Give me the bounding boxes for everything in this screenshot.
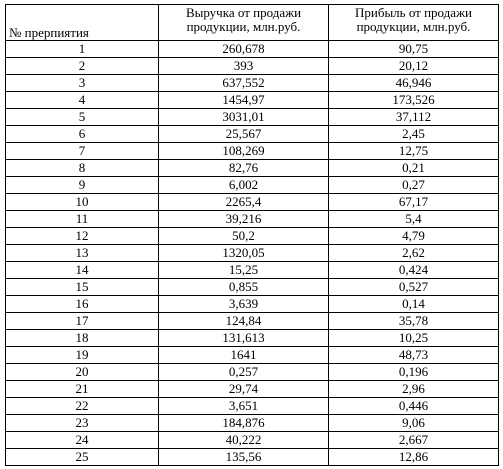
cell-revenue: 82,76	[159, 160, 329, 177]
cell-revenue: 40,222	[159, 432, 329, 449]
cell-profit: 2,667	[329, 432, 499, 449]
cell-enterprise-number: 12	[6, 228, 159, 245]
cell-profit: 2,62	[329, 245, 499, 262]
enterprise-data-table	[5, 4, 499, 466]
cell-enterprise-number: 6	[6, 126, 159, 143]
cell-enterprise-number: 1	[6, 41, 159, 58]
cell-revenue: 3,639	[159, 296, 329, 313]
cell-profit: 0,446	[329, 398, 499, 415]
cell-revenue: 1454,97	[159, 92, 329, 109]
cell-revenue: 124,84	[159, 313, 329, 330]
table-header-row	[6, 5, 499, 41]
cell-enterprise-number: 3	[6, 75, 159, 92]
cell-profit: 20,12	[329, 58, 499, 75]
cell-profit: 37,112	[329, 109, 499, 126]
table-row	[6, 109, 499, 126]
table-row	[6, 177, 499, 194]
cell-revenue: 108,269	[159, 143, 329, 160]
cell-revenue: 29,74	[159, 381, 329, 398]
cell-revenue: 1641	[159, 347, 329, 364]
cell-profit: 0,424	[329, 262, 499, 279]
cell-profit: 0,27	[329, 177, 499, 194]
cell-revenue: 6,002	[159, 177, 329, 194]
table-row	[6, 194, 499, 211]
table-row	[6, 262, 499, 279]
cell-enterprise-number: 18	[6, 330, 159, 347]
cell-revenue: 3,651	[159, 398, 329, 415]
cell-revenue: 0,257	[159, 364, 329, 381]
table-row	[6, 143, 499, 160]
cell-revenue: 135,56	[159, 449, 329, 466]
table-row	[6, 279, 499, 296]
cell-profit: 173,526	[329, 92, 499, 109]
cell-profit: 0,21	[329, 160, 499, 177]
cell-enterprise-number: 7	[6, 143, 159, 160]
cell-profit: 9,06	[329, 415, 499, 432]
cell-revenue: 50,2	[159, 228, 329, 245]
cell-revenue: 0,855	[159, 279, 329, 296]
cell-revenue: 2265,4	[159, 194, 329, 211]
cell-revenue: 25,567	[159, 126, 329, 143]
cell-profit: 10,25	[329, 330, 499, 347]
cell-enterprise-number: 13	[6, 245, 159, 262]
cell-enterprise-number: 16	[6, 296, 159, 313]
cell-revenue: 184,876	[159, 415, 329, 432]
cell-profit: 12,86	[329, 449, 499, 466]
header-profit: Прибыль от продажи продукции, млн.руб.	[329, 5, 499, 41]
cell-enterprise-number: 21	[6, 381, 159, 398]
table-body	[6, 41, 499, 466]
cell-enterprise-number: 17	[6, 313, 159, 330]
cell-enterprise-number: 4	[6, 92, 159, 109]
cell-enterprise-number: 15	[6, 279, 159, 296]
header-enterprise-number: № прерпиятия	[6, 5, 159, 41]
table-row	[6, 126, 499, 143]
table-row	[6, 245, 499, 262]
cell-profit: 35,78	[329, 313, 499, 330]
cell-profit: 0,14	[329, 296, 499, 313]
cell-profit: 4,79	[329, 228, 499, 245]
cell-profit: 0,196	[329, 364, 499, 381]
cell-enterprise-number: 9	[6, 177, 159, 194]
cell-revenue: 637,552	[159, 75, 329, 92]
cell-revenue: 15,25	[159, 262, 329, 279]
cell-enterprise-number: 2	[6, 58, 159, 75]
cell-profit: 5,4	[329, 211, 499, 228]
cell-enterprise-number: 19	[6, 347, 159, 364]
cell-enterprise-number: 11	[6, 211, 159, 228]
cell-enterprise-number: 8	[6, 160, 159, 177]
cell-revenue: 393	[159, 58, 329, 75]
cell-enterprise-number: 22	[6, 398, 159, 415]
cell-enterprise-number: 23	[6, 415, 159, 432]
cell-enterprise-number: 24	[6, 432, 159, 449]
table-row	[6, 398, 499, 415]
cell-enterprise-number: 5	[6, 109, 159, 126]
table-row	[6, 160, 499, 177]
cell-revenue: 260,678	[159, 41, 329, 58]
cell-enterprise-number: 10	[6, 194, 159, 211]
table-row	[6, 75, 499, 92]
table-row	[6, 211, 499, 228]
table-row	[6, 432, 499, 449]
cell-profit: 2,45	[329, 126, 499, 143]
header-revenue: Выручка от продажи продукции, млн.руб.	[159, 5, 329, 41]
table-row	[6, 449, 499, 466]
table-row	[6, 41, 499, 58]
cell-profit: 90,75	[329, 41, 499, 58]
cell-profit: 2,96	[329, 381, 499, 398]
table-row	[6, 330, 499, 347]
cell-enterprise-number: 14	[6, 262, 159, 279]
cell-revenue: 1320,05	[159, 245, 329, 262]
table-row	[6, 364, 499, 381]
cell-profit: 12,75	[329, 143, 499, 160]
table-row	[6, 381, 499, 398]
cell-profit: 67,17	[329, 194, 499, 211]
cell-profit: 48,73	[329, 347, 499, 364]
table-row	[6, 92, 499, 109]
cell-enterprise-number: 20	[6, 364, 159, 381]
cell-revenue: 131,613	[159, 330, 329, 347]
table-row	[6, 313, 499, 330]
cell-profit: 46,946	[329, 75, 499, 92]
table-row	[6, 347, 499, 364]
table-row	[6, 415, 499, 432]
table-row	[6, 296, 499, 313]
table-row	[6, 228, 499, 245]
cell-revenue: 39,216	[159, 211, 329, 228]
cell-enterprise-number: 25	[6, 449, 159, 466]
cell-profit: 0,527	[329, 279, 499, 296]
cell-revenue: 3031,01	[159, 109, 329, 126]
table-row	[6, 58, 499, 75]
